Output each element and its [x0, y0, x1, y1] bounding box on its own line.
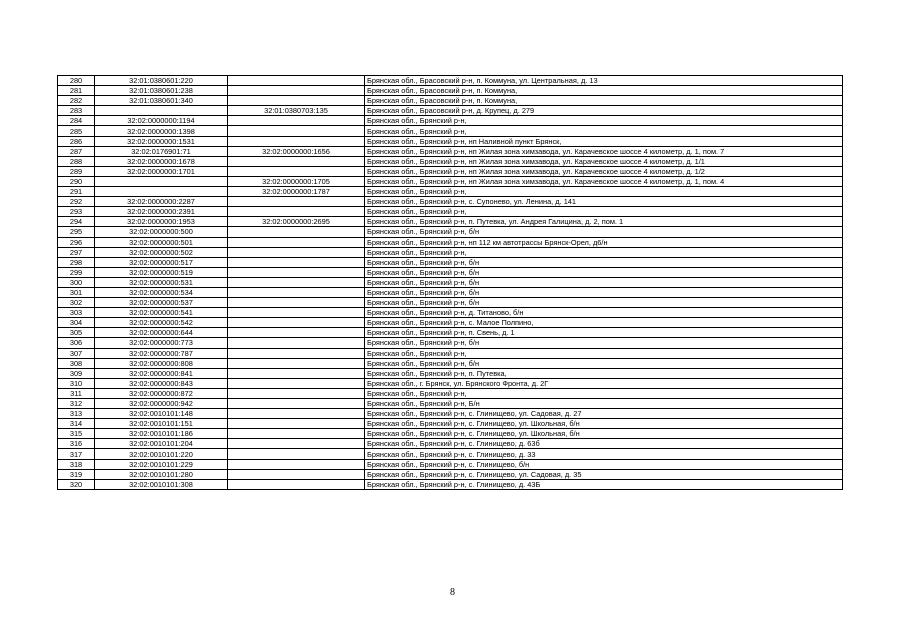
row-number-cell: 317 — [58, 449, 95, 459]
row-number-cell: 313 — [58, 409, 95, 419]
table-row — [58, 358, 843, 368]
table-row — [58, 207, 843, 217]
address-cell: Брянская обл., Брянский р-н, с. Глинищево, ул. Школьная, б/н — [365, 429, 843, 439]
address-cell: Брянская обл., Брянский р-н, с. Малое Полпино, — [365, 318, 843, 328]
row-number-cell: 308 — [58, 358, 95, 368]
address-cell: Брянская обл., Брянский р-н, б/н — [365, 267, 843, 277]
table-row — [58, 247, 843, 257]
row-number-cell: 300 — [58, 277, 95, 287]
table-body — [58, 76, 843, 490]
row-number-cell: 302 — [58, 298, 95, 308]
table-row — [58, 368, 843, 378]
row-number-cell: 298 — [58, 257, 95, 267]
secondary-cadastral-number-cell — [228, 156, 365, 166]
cadastral-number-cell: 32:01:0380601:340 — [95, 96, 228, 106]
cadastral-number-cell: 32:02:0000000:872 — [95, 388, 228, 398]
cadastral-number-cell: 32:02:0000000:542 — [95, 318, 228, 328]
table-row — [58, 136, 843, 146]
row-number-cell: 284 — [58, 116, 95, 126]
cadastral-number-cell: 32:02:0000000:502 — [95, 247, 228, 257]
secondary-cadastral-number-cell — [228, 116, 365, 126]
secondary-cadastral-number-cell: 32:02:0000000:1656 — [228, 146, 365, 156]
table-row — [58, 338, 843, 348]
row-number-cell: 293 — [58, 207, 95, 217]
table-row — [58, 176, 843, 186]
secondary-cadastral-number-cell — [228, 338, 365, 348]
secondary-cadastral-number-cell — [228, 247, 365, 257]
row-number-cell: 283 — [58, 106, 95, 116]
address-cell: Брянская обл., Брянский р-н, с. Глинищево, д. 63б — [365, 439, 843, 449]
address-cell: Брянская обл., Брянский р-н, п. Путевка, ул. Андрея Галицина, д. 2, пом. 1 — [365, 217, 843, 227]
cadastral-number-cell: 32:02:0000000:1194 — [95, 116, 228, 126]
secondary-cadastral-number-cell — [228, 136, 365, 146]
row-number-cell: 319 — [58, 469, 95, 479]
secondary-cadastral-number-cell — [228, 257, 365, 267]
row-number-cell: 295 — [58, 227, 95, 237]
row-number-cell: 315 — [58, 429, 95, 439]
secondary-cadastral-number-cell — [228, 328, 365, 338]
cadastral-number-cell: 32:02:0010101:280 — [95, 469, 228, 479]
table-row — [58, 257, 843, 267]
secondary-cadastral-number-cell — [228, 267, 365, 277]
table-row — [58, 156, 843, 166]
cadastral-number-cell: 32:01:0380601:220 — [95, 76, 228, 86]
secondary-cadastral-number-cell: 32:02:0000000:2695 — [228, 217, 365, 227]
cadastral-number-cell: 32:02:0176901:71 — [95, 146, 228, 156]
row-number-cell: 304 — [58, 318, 95, 328]
table-row — [58, 126, 843, 136]
secondary-cadastral-number-cell — [228, 348, 365, 358]
cadastral-number-cell: 32:02:0000000:773 — [95, 338, 228, 348]
cadastral-number-cell: 32:02:0010101:151 — [95, 419, 228, 429]
table-row — [58, 86, 843, 96]
cadastral-number-cell: 32:02:0010101:229 — [95, 459, 228, 469]
cadastral-number-cell: 32:02:0010101:220 — [95, 449, 228, 459]
cadastral-number-cell: 32:02:0000000:1953 — [95, 217, 228, 227]
address-cell: Брянская обл., Брянский р-н, п. Свень, д. 1 — [365, 328, 843, 338]
secondary-cadastral-number-cell — [228, 439, 365, 449]
cadastral-number-cell: 32:02:0000000:1678 — [95, 156, 228, 166]
cadastral-number-cell: 32:02:0000000:541 — [95, 308, 228, 318]
table-row — [58, 187, 843, 197]
table-row — [58, 96, 843, 106]
cadastral-number-cell: 32:02:0010101:186 — [95, 429, 228, 439]
cadastral-number-cell: 32:02:0010101:204 — [95, 439, 228, 449]
cadastral-number-cell: 32:02:0000000:841 — [95, 368, 228, 378]
row-number-cell: 311 — [58, 388, 95, 398]
cadastral-number-cell: 32:02:0000000:534 — [95, 287, 228, 297]
secondary-cadastral-number-cell — [228, 318, 365, 328]
secondary-cadastral-number-cell — [228, 207, 365, 217]
row-number-cell: 282 — [58, 96, 95, 106]
cadastral-number-cell: 32:02:0000000:519 — [95, 267, 228, 277]
address-cell: Брянская обл., Брянский р-н, с. Глинищево, ул. Садовая, д. 35 — [365, 469, 843, 479]
secondary-cadastral-number-cell — [228, 409, 365, 419]
table-row — [58, 287, 843, 297]
row-number-cell: 297 — [58, 247, 95, 257]
row-number-cell: 307 — [58, 348, 95, 358]
row-number-cell: 296 — [58, 237, 95, 247]
cadastral-number-cell: 32:02:0000000:2287 — [95, 197, 228, 207]
secondary-cadastral-number-cell — [228, 126, 365, 136]
cadastral-number-cell: 32:02:0000000:531 — [95, 277, 228, 287]
secondary-cadastral-number-cell — [228, 287, 365, 297]
address-cell: Брянская обл., Брянский р-н, — [365, 388, 843, 398]
table-row — [58, 449, 843, 459]
secondary-cadastral-number-cell — [228, 86, 365, 96]
table-row — [58, 419, 843, 429]
row-number-cell: 286 — [58, 136, 95, 146]
table-row — [58, 197, 843, 207]
cadastral-number-cell: 32:02:0000000:808 — [95, 358, 228, 368]
secondary-cadastral-number-cell — [228, 76, 365, 86]
address-cell: Брянская обл., Брянский р-н, нп Жилая зона химзавода, ул. Карачевское шоссе 4 километр, д. 1, пом. 7 — [365, 146, 843, 156]
table-row — [58, 267, 843, 277]
address-cell: Брянская обл., Брянский р-н, — [365, 126, 843, 136]
cadastral-number-cell: 32:02:0000000:843 — [95, 378, 228, 388]
table-row — [58, 348, 843, 358]
address-cell: Брянская обл., Брянский р-н, с. Глинищево, ул. Садовая, д. 27 — [365, 409, 843, 419]
address-cell: Брянская обл., Брянский р-н, — [365, 247, 843, 257]
table-row — [58, 308, 843, 318]
address-cell: Брянская обл., Брянский р-н, — [365, 187, 843, 197]
table-row — [58, 409, 843, 419]
row-number-cell: 318 — [58, 459, 95, 469]
cadastral-number-cell: 32:02:0000000:501 — [95, 237, 228, 247]
page-number: 8 — [450, 587, 455, 598]
cadastral-number-cell: 32:02:0000000:644 — [95, 328, 228, 338]
row-number-cell: 291 — [58, 187, 95, 197]
address-cell: Брянская обл., Брянский р-н, б/н — [365, 277, 843, 287]
address-cell: Брянская обл., Брянский р-н, нп 112 км автотрассы Брянск-Орел, д6/н — [365, 237, 843, 247]
address-cell: Брянская обл., Брянский р-н, б/н — [365, 227, 843, 237]
address-cell: Брянская обл., Брянский р-н, с. Глинищево, д. 33 — [365, 449, 843, 459]
address-cell: Брянская обл., Брасовский р-н, п. Коммуна, — [365, 86, 843, 96]
secondary-cadastral-number-cell — [228, 399, 365, 409]
address-cell: Брянская обл., Брянский р-н, с. Глинищево, д. 43Б — [365, 479, 843, 489]
address-cell: Брянская обл., Брянский р-н, Б/н — [365, 399, 843, 409]
row-number-cell: 280 — [58, 76, 95, 86]
table-row — [58, 237, 843, 247]
row-number-cell: 289 — [58, 166, 95, 176]
secondary-cadastral-number-cell — [228, 277, 365, 287]
address-cell: Брянская обл., Брасовский р-н, д. Крупец, д. 279 — [365, 106, 843, 116]
address-cell: Брянская обл., Брянский р-н, б/н — [365, 338, 843, 348]
secondary-cadastral-number-cell — [228, 298, 365, 308]
table-row — [58, 217, 843, 227]
row-number-cell: 306 — [58, 338, 95, 348]
address-cell: Брянская обл., Брянский р-н, нп Жилая зона химзавода, ул. Карачевское шоссе 4 километр, д. 1, пом. 4 — [365, 176, 843, 186]
address-cell: Брянская обл., Брянский р-н, нп Жилая зона химзавода, ул. Карачевское шоссе 4 километр, д. 1/1 — [365, 156, 843, 166]
address-cell: Брянская обл., Брасовский р-н, п. Коммуна, ул. Центральная, д. 13 — [365, 76, 843, 86]
secondary-cadastral-number-cell — [228, 227, 365, 237]
row-number-cell: 281 — [58, 86, 95, 96]
address-cell: Брянская обл., Брянский р-н, б/н — [365, 287, 843, 297]
secondary-cadastral-number-cell — [228, 449, 365, 459]
cadastral-number-cell: 32:02:0000000:500 — [95, 227, 228, 237]
secondary-cadastral-number-cell — [228, 459, 365, 469]
address-cell: Брянская обл., Брянский р-н, нп Жилая зона химзавода, ул. Карачевское шоссе 4 километр, д. 1/2 — [365, 166, 843, 176]
address-cell: Брянская обл., Брянский р-н, — [365, 348, 843, 358]
secondary-cadastral-number-cell — [228, 469, 365, 479]
row-number-cell: 288 — [58, 156, 95, 166]
cadastral-number-cell: 32:02:0000000:537 — [95, 298, 228, 308]
table-row — [58, 479, 843, 489]
row-number-cell: 287 — [58, 146, 95, 156]
secondary-cadastral-number-cell — [228, 479, 365, 489]
table-row — [58, 469, 843, 479]
table-row — [58, 459, 843, 469]
row-number-cell: 314 — [58, 419, 95, 429]
cadastral-number-cell — [95, 187, 228, 197]
property-register-table — [57, 75, 843, 490]
cadastral-number-cell: 32:02:0000000:2391 — [95, 207, 228, 217]
row-number-cell: 299 — [58, 267, 95, 277]
address-cell: Брянская обл., Брянский р-н, с. Глинищево, ул. Школьная, б/н — [365, 419, 843, 429]
cadastral-number-cell: 32:02:0000000:942 — [95, 399, 228, 409]
row-number-cell: 285 — [58, 126, 95, 136]
cadastral-number-cell: 32:01:0380601:238 — [95, 86, 228, 96]
row-number-cell: 312 — [58, 399, 95, 409]
secondary-cadastral-number-cell: 32:01:0380703:135 — [228, 106, 365, 116]
address-cell: Брянская обл., Брянский р-н, с. Глинищево, б/н — [365, 459, 843, 469]
secondary-cadastral-number-cell: 32:02:0000000:1705 — [228, 176, 365, 186]
table-row — [58, 106, 843, 116]
secondary-cadastral-number-cell — [228, 378, 365, 388]
table-row — [58, 277, 843, 287]
secondary-cadastral-number-cell — [228, 237, 365, 247]
address-cell: Брянская обл., Брянский р-н, нп Наливной пункт Брянск, — [365, 136, 843, 146]
row-number-cell: 292 — [58, 197, 95, 207]
address-cell: Брянская обл., Брянский р-н, б/н — [365, 298, 843, 308]
row-number-cell: 305 — [58, 328, 95, 338]
table-row — [58, 116, 843, 126]
secondary-cadastral-number-cell: 32:02:0000000:1787 — [228, 187, 365, 197]
table-row — [58, 429, 843, 439]
row-number-cell: 301 — [58, 287, 95, 297]
row-number-cell: 294 — [58, 217, 95, 227]
address-cell: Брянская обл., Брянский р-н, — [365, 116, 843, 126]
row-number-cell: 303 — [58, 308, 95, 318]
cadastral-number-cell: 32:02:0000000:1531 — [95, 136, 228, 146]
table-row — [58, 378, 843, 388]
cadastral-number-cell — [95, 106, 228, 116]
secondary-cadastral-number-cell — [228, 429, 365, 439]
secondary-cadastral-number-cell — [228, 308, 365, 318]
cadastral-number-cell — [95, 176, 228, 186]
secondary-cadastral-number-cell — [228, 197, 365, 207]
address-cell: Брянская обл., Брянский р-н, — [365, 207, 843, 217]
secondary-cadastral-number-cell — [228, 166, 365, 176]
table-row — [58, 227, 843, 237]
table-row — [58, 166, 843, 176]
table-row — [58, 388, 843, 398]
table-row — [58, 298, 843, 308]
table-row — [58, 439, 843, 449]
address-cell: Брянская обл., Брянский р-н, б/н — [365, 358, 843, 368]
cadastral-number-cell: 32:02:0010101:308 — [95, 479, 228, 489]
secondary-cadastral-number-cell — [228, 358, 365, 368]
secondary-cadastral-number-cell — [228, 388, 365, 398]
secondary-cadastral-number-cell — [228, 96, 365, 106]
secondary-cadastral-number-cell — [228, 368, 365, 378]
address-cell: Брянская обл., Брянский р-н, п. Путевка, — [365, 368, 843, 378]
row-number-cell: 290 — [58, 176, 95, 186]
address-cell: Брянская обл., г. Брянск, ул. Брянского Фронта, д. 2Г — [365, 378, 843, 388]
cadastral-number-cell: 32:02:0000000:1398 — [95, 126, 228, 136]
row-number-cell: 310 — [58, 378, 95, 388]
table-row — [58, 76, 843, 86]
row-number-cell: 309 — [58, 368, 95, 378]
row-number-cell: 320 — [58, 479, 95, 489]
table-row — [58, 146, 843, 156]
address-cell: Брянская обл., Брянский р-н, б/н — [365, 257, 843, 267]
table-row — [58, 399, 843, 409]
row-number-cell: 316 — [58, 439, 95, 449]
table-row — [58, 318, 843, 328]
secondary-cadastral-number-cell — [228, 419, 365, 429]
table-row — [58, 328, 843, 338]
address-cell: Брянская обл., Брянский р-н, д. Титаново, б/н — [365, 308, 843, 318]
cadastral-number-cell: 32:02:0000000:1701 — [95, 166, 228, 176]
cadastral-number-cell: 32:02:0000000:517 — [95, 257, 228, 267]
address-cell: Брянская обл., Брасовский р-н, п. Коммуна, — [365, 96, 843, 106]
cadastral-number-cell: 32:02:0000000:787 — [95, 348, 228, 358]
cadastral-number-cell: 32:02:0010101:148 — [95, 409, 228, 419]
address-cell: Брянская обл., Брянский р-н, с. Супонево, ул. Ленина, д. 141 — [365, 197, 843, 207]
